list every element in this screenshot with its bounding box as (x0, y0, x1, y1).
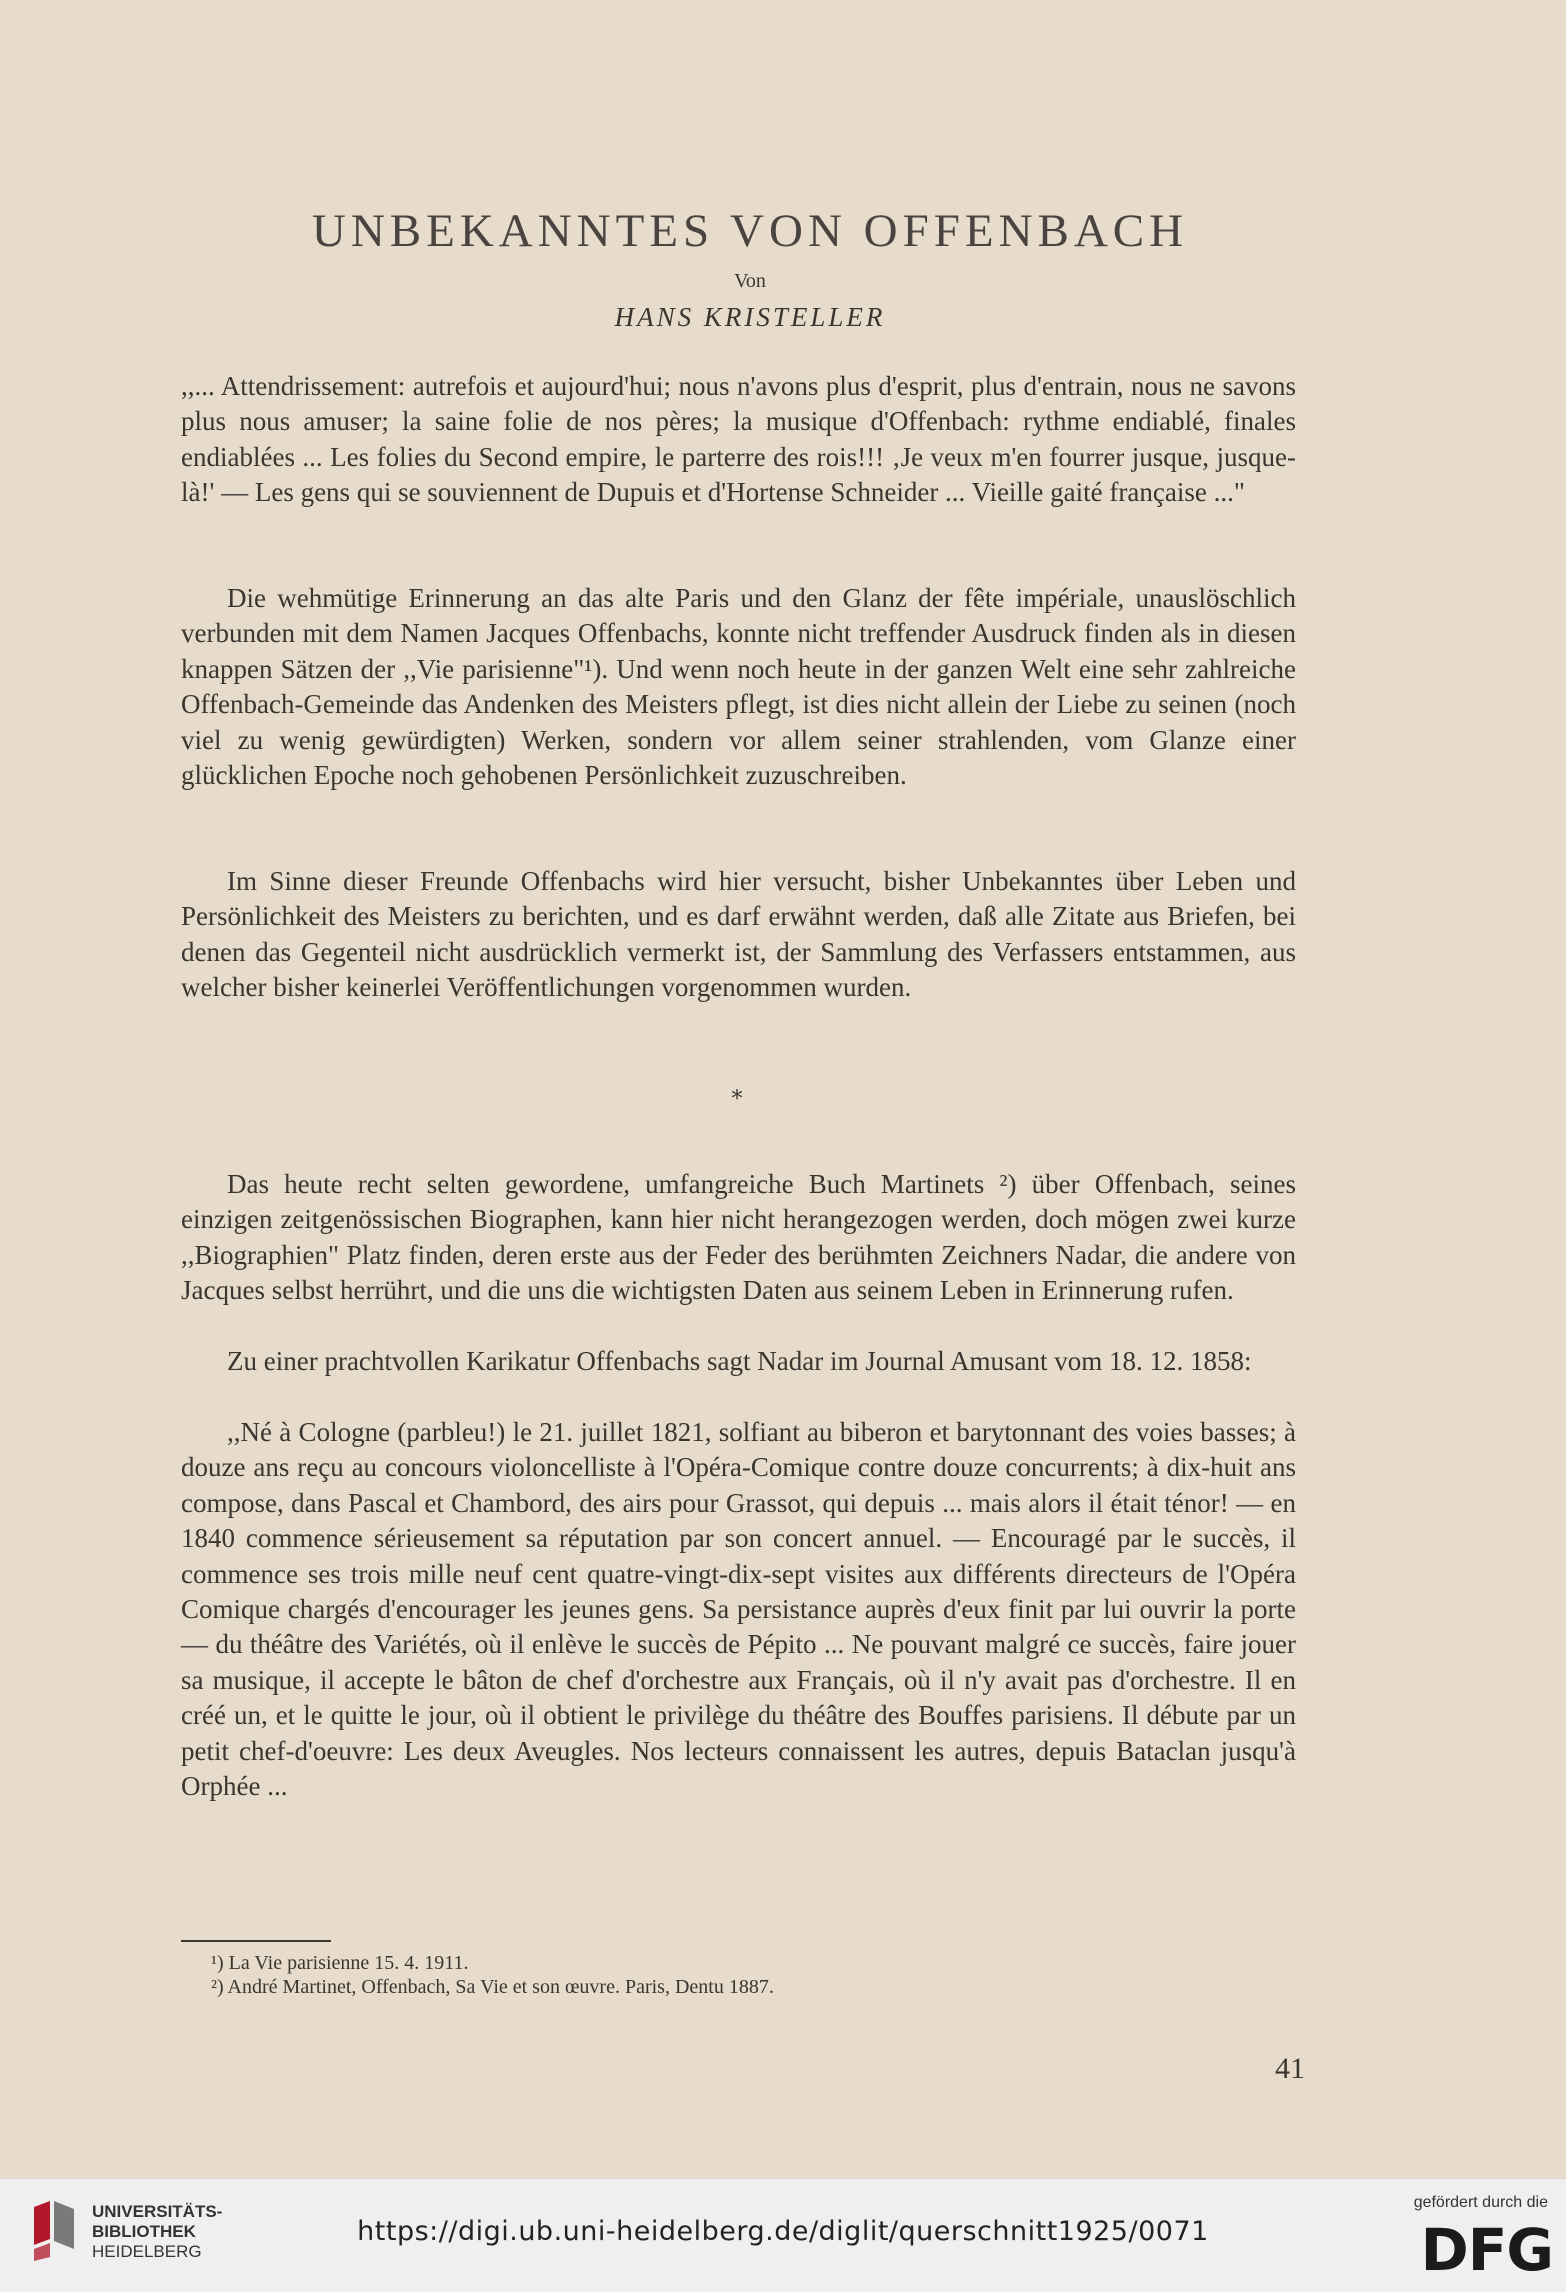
dfg-logo[interactable]: DFG (1420, 2216, 1553, 2284)
paragraph-biographies: Das heute recht selten gewordene, umfangreiche Buch Martinets ²) über Offenbach, seines einzigen zeitgenössischen Biographen, kann hier nicht herangezogen werden, doch mögen zwei kurze ,,Biographien" Platz finden, deren erste aus der Feder des berühmten Zeichners Nadar, die andere von Jacques selbst herrührt, und die uns die wichtigsten Daten aus seinem Leben in Erinnerung rufen. (181, 1169, 1296, 1306)
page-number: 41 (1275, 2052, 1305, 2085)
library-line-1: UNIVERSITÄTS- (92, 2202, 223, 2221)
footnote-divider (181, 1940, 331, 1942)
sponsor-label: gefördert durch die (1413, 2194, 1548, 2211)
paragraph-purpose: Im Sinne dieser Freunde Offenbachs wird hier versucht, bisher Unbekanntes über Leben und Persönlichkeit des Meisters zu berichten, und es darf erwähnt werden, daß alle Zitate aus Briefen, bei denen das Gegenteil nicht ausdrücklich vermerkt ist, der Sammlung des Verfassers entstammen, aus welcher bisher keinerlei Veröffentlichungen vorgenommen wurden. (181, 866, 1296, 1003)
article-title: UNBEKANNTES VON OFFENBACH (311, 205, 1189, 257)
document-url-link[interactable]: https://digi.ub.uni-heidelberg.de/diglit/querschnitt1925/0071 (357, 2216, 1209, 2247)
paragraph-nadar-quote: ,,Né à Cologne (parbleu!) le 21. juillet 1821, solfiant au biberon et barytonnant des voies basses; à douze ans reçu au concours violoncelliste à l'Opéra-Comique contre douze concurrents; à dix-huit ans compose, dans Pascal et Chambord, des airs pour Grassot, qui depuis ... mais alors il était ténor! — en 1840 commence sérieusement sa réputation par son concert annuel. — Encouragé par le succès, il commence ses trois mille neuf cent quatre-vingt-dix-sept visites aux différents directeurs de l'Opéra Comique chargés d'encourager les jeunes gens. Sa persistance auprès d'eux finit par lui ouvrir la porte — du théâtre des Variétés, où il enlève le succès de Pépito ... Ne pouvant malgré ce succès, faire jouer sa musique, il accepte le bâton de chef d'orchestre aux Français, où il n'y avait pas d'orchestre. Il en créé un, et le quitte le jour, où il obtient le privilège du théâtre des Bouffes parisiens. Il débute par un petit chef-d'oeuvre: Les deux Aveugles. Nos lecteurs connaissent les autres, depuis Bataclan jusqu'à Orphée ... (181, 1417, 1296, 1802)
paragraph-nadar-intro: Zu einer prachtvollen Karikatur Offenbachs sagt Nadar im Journal Amusant vom 18. 12. 1858: (227, 1346, 1252, 1376)
footnote-2: ²) André Martinet, Offenbach, Sa Vie et son œuvre. Paris, Dentu 1887. (211, 1976, 774, 1998)
paragraph-intro: Die wehmütige Erinnerung an das alte Paris und den Glanz der fête impériale, unauslöschlich verbunden mit dem Namen Jacques Offenbachs, konnte nicht treffender Ausdruck finden als in diesen knappen Sätzen der ,,Vie parisienne"¹). Und wenn noch heute in der ganzen Welt eine sehr zahlreiche Offenbach-Gemeinde das Andenken des Meisters pflegt, ist dies nicht allein der Liebe zu seinen (noch viel zu wenig gewürdigten) Werken, sondern vor allem seiner strahlenden, vom Glanze einer glücklichen Epoche noch gehobenen Persönlichkeit zuzuschreiben. (181, 583, 1296, 791)
author-name: HANS KRISTELLER (614, 302, 886, 332)
footnote-1: ¹) La Vie parisienne 15. 4. 1911. (211, 1952, 469, 1974)
byline-prefix: Von (734, 270, 766, 292)
library-line-3: HEIDELBERG (92, 2242, 202, 2261)
paragraph-quote: ,,... Attendrissement: autrefois et aujourd'hui; nous n'avons plus d'esprit, plus d'entrain, nous ne savons plus nous amuser; la saine folie de nos pères; la musique d'Offenbach: rythme endiablé, finales endiablées ... Les folies du Second empire, le parterre des rois!!! ‚Je veux m'en fourrer jusque, jusque-là!' — Les gens qui se souviennent de Dupuis et d'Hortense Schneider ... Vieille gaité française ..." (181, 371, 1296, 508)
library-line-2: BIBLIOTHEK (92, 2222, 196, 2241)
section-separator: * (731, 1087, 743, 1112)
